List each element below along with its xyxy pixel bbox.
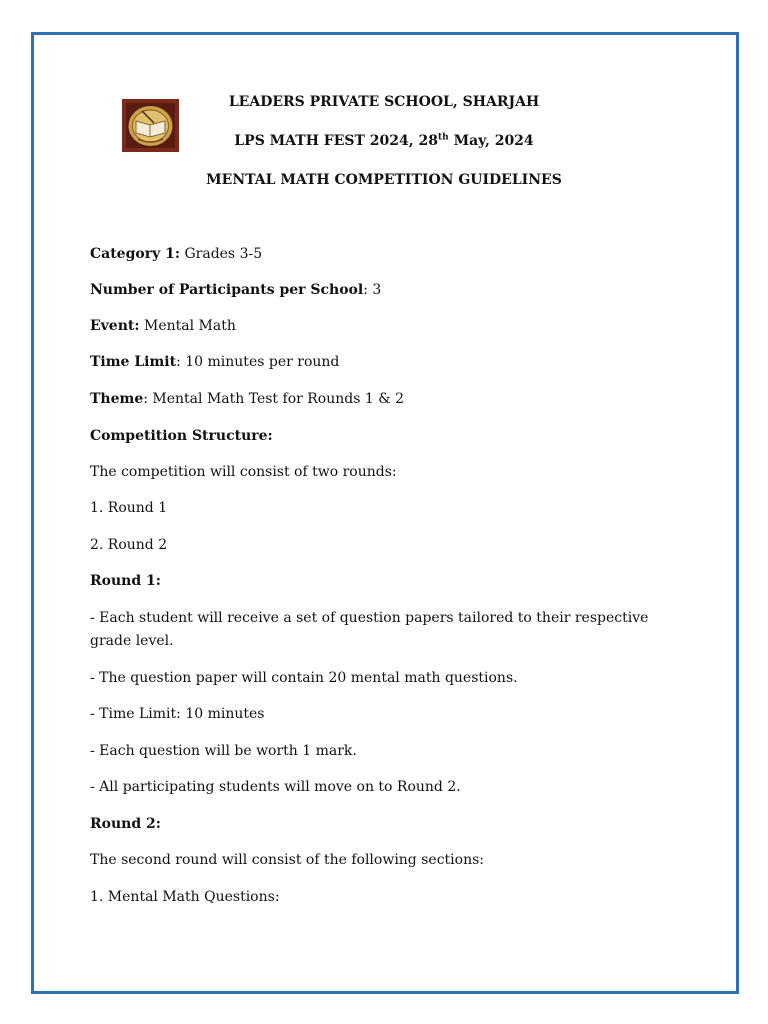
round1-point-2: - The question paper will contain 20 mental math questions. bbox=[90, 670, 518, 686]
round2-intro: The second round will consist of the following sections: bbox=[90, 852, 484, 868]
participants-label: Number of Participants per School bbox=[90, 282, 364, 298]
participants-line bbox=[90, 279, 381, 302]
theme-value: : Mental Math Test for Rounds 1 & 2 bbox=[143, 391, 405, 407]
time-limit-line bbox=[90, 351, 339, 374]
category-value: Grades 3-5 bbox=[180, 246, 263, 262]
category-label: Category 1: bbox=[90, 246, 181, 262]
round2-item-1: 1. Mental Math Questions: bbox=[90, 889, 280, 905]
structure-heading-text: Competition Structure: bbox=[90, 428, 273, 444]
event-line bbox=[90, 315, 236, 338]
round2-heading bbox=[90, 813, 161, 836]
fest-title-suffix: May, 2024 bbox=[448, 133, 534, 149]
structure-heading bbox=[90, 425, 273, 448]
structure-item-2: 2. Round 2 bbox=[90, 537, 168, 553]
document-title: MENTAL MATH COMPETITION GUIDELINES bbox=[206, 172, 562, 188]
theme-line bbox=[90, 388, 404, 411]
round1-heading-text: Round 1: bbox=[90, 573, 161, 589]
round1-point-3: - Time Limit: 10 minutes bbox=[90, 706, 265, 722]
time-limit-label: Time Limit bbox=[90, 354, 177, 370]
school-name: LEADERS PRIVATE SCHOOL, SHARJAH bbox=[228, 94, 540, 110]
category-line bbox=[90, 243, 262, 266]
event-value: Mental Math bbox=[139, 318, 236, 334]
structure-intro: The competition will consist of two rounds: bbox=[90, 464, 397, 480]
round1-point-4: - Each question will be worth 1 mark. bbox=[90, 743, 357, 759]
structure-item-1: 1. Round 1 bbox=[90, 500, 168, 516]
fest-title-prefix: LPS MATH FEST 2024, 28 bbox=[234, 133, 439, 149]
round2-heading-text: Round 2: bbox=[90, 816, 161, 832]
event-label: Event: bbox=[90, 318, 140, 334]
round1-point-1: - Each student will receive a set of question papers tailored to their respective grade level. bbox=[90, 610, 649, 649]
time-limit-value: : 10 minutes per round bbox=[176, 354, 340, 370]
participants-value: : 3 bbox=[363, 282, 382, 298]
round1-point-5: - All participating students will move on to Round 2. bbox=[90, 779, 461, 795]
guidelines-body bbox=[90, 0, 670, 1024]
theme-label: Theme bbox=[90, 391, 144, 407]
round1-heading bbox=[90, 570, 161, 593]
fest-title-sup: th bbox=[438, 132, 449, 143]
